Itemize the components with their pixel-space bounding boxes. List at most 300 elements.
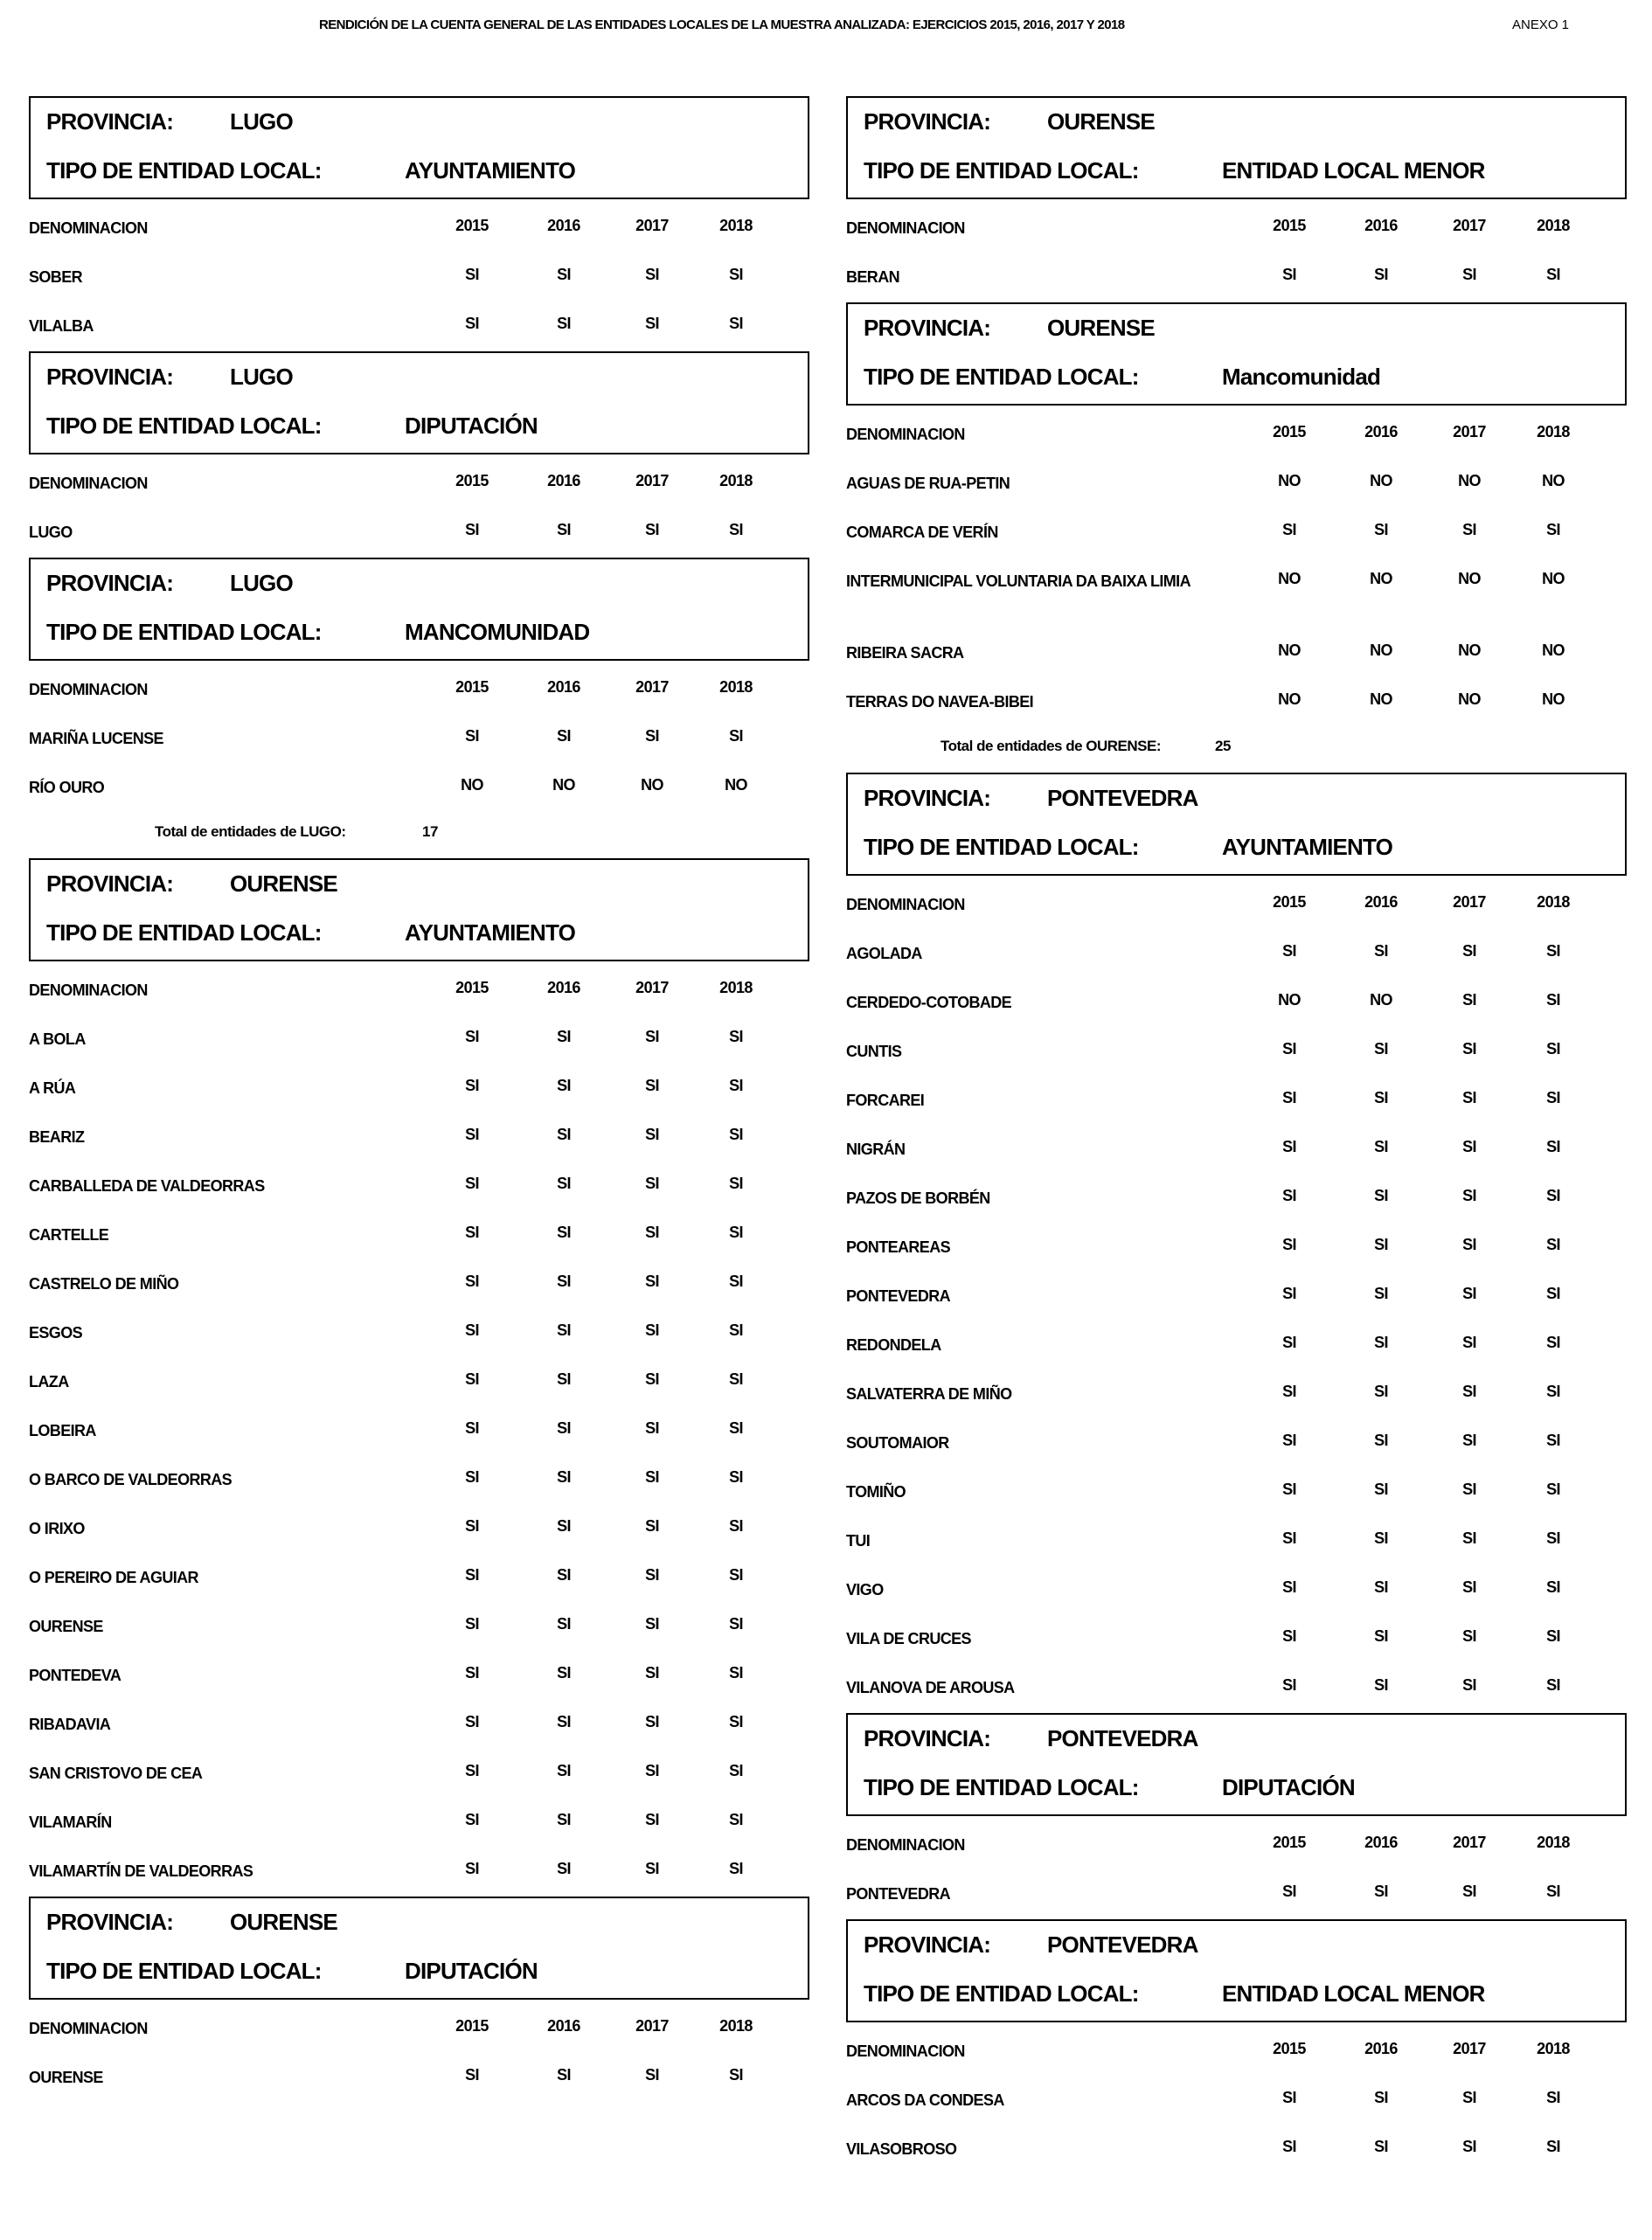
status-cell: NO (1458, 570, 1481, 587)
year-header: 2015 (1273, 1834, 1306, 1851)
denominacion-header: DENOMINACION (29, 981, 148, 999)
table-row (846, 1870, 1627, 1919)
provincia-label: PROVINCIA: (46, 1909, 174, 1935)
status-cell: SI (1282, 942, 1296, 960)
table-row (846, 2126, 1627, 2174)
table-row (29, 1603, 809, 1652)
provincia-value: OURENSE (1047, 108, 1155, 135)
year-header: 2015 (1273, 2040, 1306, 2057)
status-cell: SI (1546, 2089, 1560, 2106)
status-cell: SI (1462, 1432, 1476, 1449)
status-cell: SI (645, 1273, 659, 1290)
status-cell: SI (1462, 991, 1476, 1009)
status-cell: SI (1546, 1285, 1560, 1302)
status-cell: SI (465, 727, 479, 745)
tipo-label: TIPO DE ENTIDAD LOCAL: (864, 157, 1139, 184)
status-cell: SI (729, 1419, 743, 1437)
total-value: 17 (422, 823, 438, 840)
status-cell: SI (1374, 1187, 1388, 1204)
entity-type-header (846, 1919, 1627, 2022)
status-cell: SI (729, 266, 743, 283)
entity-name: A BOLA (29, 1030, 86, 1048)
entity-type-header (29, 558, 809, 661)
status-cell: SI (1374, 521, 1388, 538)
table-row (29, 302, 809, 351)
entity-type-header (846, 1713, 1627, 1816)
table-row (29, 1407, 809, 1456)
status-cell: SI (557, 1028, 571, 1045)
status-cell: SI (1282, 521, 1296, 538)
tipo-value: AYUNTAMIENTO (405, 157, 576, 184)
status-cell: SI (1282, 1236, 1296, 1253)
status-cell: SI (1546, 266, 1560, 283)
entity-name: SOUTOMAIOR (846, 1434, 949, 1452)
entity-name: VILASOBROSO (846, 2140, 957, 2158)
table-row (846, 629, 1627, 678)
status-cell: SI (465, 315, 479, 332)
status-cell: SI (465, 1370, 479, 1388)
status-cell: SI (1462, 1578, 1476, 1596)
status-cell: SI (729, 1126, 743, 1143)
status-cell: SI (1374, 1627, 1388, 1645)
year-header: 2015 (455, 678, 489, 696)
tipo-value: MANCOMUNIDAD (405, 619, 590, 645)
status-cell: SI (465, 1664, 479, 1682)
status-cell: SI (729, 727, 743, 745)
status-cell: SI (1374, 1040, 1388, 1058)
year-header: 2016 (547, 217, 580, 234)
provincia-value: PONTEVEDRA (1047, 785, 1198, 811)
status-cell: SI (1462, 1627, 1476, 1645)
status-cell: SI (1282, 1040, 1296, 1058)
provincia-value: OURENSE (230, 870, 337, 897)
entity-name: RIBEIRA SACRA (846, 644, 964, 662)
status-cell: SI (1282, 1285, 1296, 1302)
status-cell: SI (557, 1811, 571, 1828)
status-cell: SI (465, 266, 479, 283)
entity-name: VILANOVA DE AROUSA (846, 1679, 1015, 1696)
status-cell: SI (645, 315, 659, 332)
entity-name: PAZOS DE BORBÉN (846, 1189, 990, 1207)
status-cell: SI (1374, 1285, 1388, 1302)
status-cell: SI (729, 1762, 743, 1779)
table-row (29, 1113, 809, 1162)
status-cell: SI (1374, 1383, 1388, 1400)
status-cell: SI (1546, 1883, 1560, 1900)
table-row (846, 1468, 1627, 1517)
status-cell: SI (465, 1566, 479, 1584)
status-cell: SI (1546, 1187, 1560, 1204)
year-header: 2018 (1537, 1834, 1570, 1851)
year-header: 2015 (1273, 893, 1306, 911)
status-cell: SI (1282, 1627, 1296, 1645)
table-row (846, 1370, 1627, 1419)
table-row (29, 1260, 809, 1309)
entity-name: VILAMARTÍN DE VALDEORRAS (29, 1862, 253, 1880)
table-row (29, 509, 809, 558)
status-cell: NO (1542, 641, 1565, 659)
status-cell: SI (1546, 1432, 1560, 1449)
denominacion-header: DENOMINACION (29, 475, 148, 492)
status-cell: SI (729, 315, 743, 332)
table-header-row (29, 666, 809, 715)
provincia-label: PROVINCIA: (864, 315, 991, 341)
status-cell: SI (645, 1077, 659, 1094)
status-cell: SI (729, 1321, 743, 1339)
status-cell: SI (1546, 1040, 1560, 1058)
status-cell: SI (1462, 1883, 1476, 1900)
table-row (29, 1799, 809, 1848)
status-cell: SI (1462, 1529, 1476, 1547)
status-cell: SI (645, 1175, 659, 1192)
table-row (846, 1517, 1627, 1566)
status-cell: NO (1370, 570, 1392, 587)
status-cell: SI (1546, 1529, 1560, 1547)
status-cell: SI (645, 1566, 659, 1584)
entity-name: BEARIZ (29, 1128, 85, 1146)
denominacion-header: DENOMINACION (846, 219, 965, 237)
year-header: 2016 (1364, 893, 1398, 911)
tipo-value: DIPUTACIÓN (405, 1958, 538, 1984)
status-cell: NO (1542, 570, 1565, 587)
status-cell: SI (1462, 1236, 1476, 1253)
status-cell: SI (1462, 521, 1476, 538)
status-cell: SI (645, 1224, 659, 1241)
status-cell: SI (729, 1175, 743, 1192)
provincia-label: PROVINCIA: (864, 108, 991, 135)
year-header: 2016 (1364, 2040, 1398, 2057)
entity-name: SAN CRISTOVO DE CEA (29, 1765, 203, 1782)
status-cell: SI (1282, 2138, 1296, 2155)
entity-name: LUGO (29, 524, 73, 541)
status-cell: SI (1374, 2138, 1388, 2155)
status-cell: NO (1278, 472, 1301, 489)
status-cell: SI (557, 1224, 571, 1241)
province-total (29, 813, 809, 858)
provincia-value: LUGO (230, 108, 293, 135)
year-header: 2017 (635, 472, 669, 489)
tipo-value: Mancomunidad (1222, 364, 1381, 390)
total-label: Total de entidades de OURENSE: (941, 738, 1162, 754)
table-row (846, 1419, 1627, 1468)
status-cell: SI (1462, 1040, 1476, 1058)
table-row (846, 930, 1627, 979)
status-cell: SI (465, 1517, 479, 1535)
tipo-label: TIPO DE ENTIDAD LOCAL: (46, 413, 322, 439)
status-cell: SI (729, 1713, 743, 1730)
year-header: 2015 (455, 472, 489, 489)
table-row (846, 558, 1627, 629)
denominacion-header: DENOMINACION (846, 2042, 965, 2060)
table-row (846, 1175, 1627, 1224)
table-row (29, 1456, 809, 1505)
status-cell: SI (645, 1517, 659, 1535)
status-cell: SI (1282, 1481, 1296, 1498)
status-cell: SI (1462, 1481, 1476, 1498)
table-row (29, 1554, 809, 1603)
year-header: 2017 (1453, 217, 1486, 234)
entity-name: VILALBA (29, 317, 94, 335)
provincia-value: PONTEVEDRA (1047, 1931, 1198, 1958)
table-row (29, 1505, 809, 1554)
tipo-label: TIPO DE ENTIDAD LOCAL: (46, 157, 322, 184)
entity-type-header (29, 351, 809, 454)
table-row (846, 1224, 1627, 1273)
tipo-value: ENTIDAD LOCAL MENOR (1222, 1980, 1485, 2007)
entity-name: PONTEAREAS (846, 1238, 951, 1256)
table-row (29, 1016, 809, 1065)
status-cell: SI (465, 521, 479, 538)
provincia-value: OURENSE (1047, 315, 1155, 341)
table-row (29, 1652, 809, 1701)
status-cell: SI (1546, 2138, 1560, 2155)
status-cell: SI (1282, 1578, 1296, 1596)
tipo-label: TIPO DE ENTIDAD LOCAL: (864, 834, 1139, 860)
year-header: 2016 (547, 472, 580, 489)
status-cell: NO (725, 776, 747, 794)
entity-type-header (846, 96, 1627, 199)
table-header-row (846, 205, 1627, 253)
year-header: 2016 (1364, 1834, 1398, 1851)
status-cell: SI (729, 1468, 743, 1486)
table-row (846, 1615, 1627, 1664)
year-header: 2018 (719, 472, 753, 489)
entity-name: O IRIXO (29, 1520, 85, 1537)
entity-name: INTERMUNICIPAL VOLUNTARIA DA BAIXA LIMIA (846, 572, 1190, 590)
entity-type-header (846, 302, 1627, 406)
status-cell: SI (465, 1811, 479, 1828)
status-cell: SI (645, 521, 659, 538)
status-cell: NO (1370, 641, 1392, 659)
entity-name: LOBEIRA (29, 1422, 96, 1439)
year-header: 2017 (635, 979, 669, 996)
year-header: 2016 (1364, 217, 1398, 234)
status-cell: SI (465, 1762, 479, 1779)
table-row (29, 1309, 809, 1358)
entity-name: ARCOS DA CONDESA (846, 2091, 1004, 2109)
entity-type-header (29, 1897, 809, 2000)
tipo-label: TIPO DE ENTIDAD LOCAL: (46, 1958, 322, 1984)
status-cell: SI (1374, 1578, 1388, 1596)
entity-name: MARIÑA LUCENSE (29, 730, 163, 747)
status-cell: SI (1374, 1089, 1388, 1106)
status-cell: NO (1278, 690, 1301, 708)
entity-name: PONTEVEDRA (846, 1287, 951, 1305)
tipo-value: AYUNTAMIENTO (1222, 834, 1393, 860)
entity-name: CARBALLEDA DE VALDEORRAS (29, 1177, 265, 1195)
status-cell: SI (465, 1860, 479, 1877)
status-cell: SI (645, 2066, 659, 2084)
status-cell: SI (465, 1273, 479, 1290)
year-header: 2018 (1537, 2040, 1570, 2057)
status-cell: SI (1546, 1481, 1560, 1498)
status-cell: SI (645, 1615, 659, 1633)
year-header: 2016 (547, 2017, 580, 2035)
status-cell: NO (1278, 991, 1301, 1009)
table-row (846, 509, 1627, 558)
provincia-label: PROVINCIA: (46, 570, 174, 596)
provincia-value: LUGO (230, 364, 293, 390)
province-total (846, 727, 1627, 773)
year-header: 2017 (1453, 423, 1486, 440)
status-cell: SI (557, 1175, 571, 1192)
entity-type-header (29, 858, 809, 961)
provincia-label: PROVINCIA: (46, 108, 174, 135)
provincia-label: PROVINCIA: (46, 870, 174, 897)
status-cell: SI (729, 1664, 743, 1682)
table-row (29, 1358, 809, 1407)
denominacion-header: DENOMINACION (846, 896, 965, 913)
entity-name: REDONDELA (846, 1336, 941, 1354)
status-cell: SI (1282, 1529, 1296, 1547)
entity-name: VIGO (846, 1581, 884, 1599)
total-value: 25 (1215, 738, 1231, 754)
table-row (846, 1321, 1627, 1370)
status-cell: SI (645, 1713, 659, 1730)
status-cell: NO (1370, 690, 1392, 708)
status-cell: SI (645, 1126, 659, 1143)
status-cell: SI (557, 1419, 571, 1437)
entity-name: O PEREIRO DE AGUIAR (29, 1569, 198, 1586)
status-cell: SI (1282, 1187, 1296, 1204)
right-column (846, 96, 1627, 2174)
year-header: 2018 (719, 979, 753, 996)
status-cell: SI (1374, 1334, 1388, 1351)
table-row (846, 1028, 1627, 1077)
table-row (846, 1566, 1627, 1615)
tipo-label: TIPO DE ENTIDAD LOCAL: (864, 1980, 1139, 2007)
status-cell: SI (557, 1321, 571, 1339)
table-row (29, 1162, 809, 1211)
status-cell: SI (1282, 1676, 1296, 1694)
status-cell: SI (1546, 521, 1560, 538)
status-cell: SI (465, 1077, 479, 1094)
status-cell: SI (1282, 1383, 1296, 1400)
status-cell: SI (1546, 1676, 1560, 1694)
year-header: 2016 (547, 678, 580, 696)
entity-name: TERRAS DO NAVEA-BIBEI (846, 693, 1034, 711)
entity-name: A RÚA (29, 1079, 76, 1097)
provincia-value: OURENSE (230, 1909, 337, 1935)
status-cell: SI (557, 1566, 571, 1584)
table-header-row (29, 2005, 809, 2054)
year-header: 2018 (1537, 217, 1570, 234)
status-cell: SI (729, 1860, 743, 1877)
status-cell: SI (1546, 1578, 1560, 1596)
status-cell: SI (557, 1517, 571, 1535)
status-cell: SI (1282, 1334, 1296, 1351)
status-cell: NO (1458, 690, 1481, 708)
tipo-value: DIPUTACIÓN (405, 413, 538, 439)
status-cell: SI (557, 521, 571, 538)
status-cell: SI (1546, 991, 1560, 1009)
status-cell: NO (552, 776, 575, 794)
entity-name: VILAMARÍN (29, 1813, 112, 1831)
year-header: 2017 (1453, 893, 1486, 911)
status-cell: SI (1546, 1334, 1560, 1351)
status-cell: SI (1546, 1138, 1560, 1155)
status-cell: SI (729, 521, 743, 538)
table-header-row (846, 411, 1627, 460)
status-cell: NO (1278, 570, 1301, 587)
entity-type-header (846, 773, 1627, 876)
table-row (29, 1211, 809, 1260)
status-cell: SI (1462, 1285, 1476, 1302)
entity-name: AGUAS DE RUA-PETIN (846, 475, 1010, 492)
status-cell: SI (465, 1321, 479, 1339)
table-row (29, 1065, 809, 1113)
table-row (846, 1273, 1627, 1321)
entity-name: RÍO OURO (29, 779, 105, 796)
status-cell: NO (1458, 472, 1481, 489)
status-cell: SI (1462, 1676, 1476, 1694)
year-header: 2017 (635, 2017, 669, 2035)
tipo-label: TIPO DE ENTIDAD LOCAL: (864, 364, 1139, 390)
status-cell: SI (1374, 1138, 1388, 1155)
table-row (29, 715, 809, 764)
table-row (846, 460, 1627, 509)
status-cell: SI (1374, 2089, 1388, 2106)
tipo-label: TIPO DE ENTIDAD LOCAL: (864, 1774, 1139, 1800)
year-header: 2015 (455, 979, 489, 996)
status-cell: SI (1374, 1883, 1388, 1900)
table-row (29, 253, 809, 302)
status-cell: SI (1462, 1138, 1476, 1155)
year-header: 2016 (1364, 423, 1398, 440)
provincia-value: PONTEVEDRA (1047, 1725, 1198, 1751)
status-cell: SI (465, 1468, 479, 1486)
year-header: 2015 (1273, 217, 1306, 234)
year-header: 2017 (1453, 2040, 1486, 2057)
entity-type-header (29, 96, 809, 199)
status-cell: NO (1370, 991, 1392, 1009)
status-cell: SI (557, 1762, 571, 1779)
status-cell: SI (729, 2066, 743, 2084)
entity-name: NIGRÁN (846, 1141, 906, 1158)
status-cell: SI (557, 1077, 571, 1094)
status-cell: SI (1282, 1138, 1296, 1155)
status-cell: SI (1374, 1676, 1388, 1694)
status-cell: NO (1370, 472, 1392, 489)
status-cell: NO (1278, 641, 1301, 659)
status-cell: SI (645, 1468, 659, 1486)
status-cell: SI (1282, 2089, 1296, 2106)
table-header-row (29, 967, 809, 1016)
entity-name: LAZA (29, 1373, 69, 1390)
provincia-value: LUGO (230, 570, 293, 596)
entity-name: SALVATERRA DE MIÑO (846, 1385, 1012, 1403)
status-cell: SI (1374, 266, 1388, 283)
entity-name: CASTRELO DE MIÑO (29, 1275, 179, 1293)
year-header: 2017 (635, 678, 669, 696)
report-title: RENDICIÓN DE LA CUENTA GENERAL DE LAS ENTIDADES LOCALES DE LA MUESTRA ANALIZADA: EJERCICIOS 2015, 2016, 2017 Y 2018 (319, 17, 1125, 32)
status-cell: SI (1374, 1236, 1388, 1253)
status-cell: NO (641, 776, 663, 794)
status-cell: NO (1542, 690, 1565, 708)
status-cell: SI (557, 1860, 571, 1877)
table-row (29, 764, 809, 813)
status-cell: SI (557, 1126, 571, 1143)
entity-name: CARTELLE (29, 1226, 109, 1244)
table-header-row (29, 460, 809, 509)
status-cell: SI (729, 1224, 743, 1241)
table-header-row (846, 1821, 1627, 1870)
entity-name: CERDEDO-COTOBADE (846, 994, 1012, 1011)
year-header: 2018 (719, 2017, 753, 2035)
entity-name: SOBER (29, 268, 83, 286)
table-row (29, 1848, 809, 1897)
denominacion-header: DENOMINACION (846, 1836, 965, 1854)
